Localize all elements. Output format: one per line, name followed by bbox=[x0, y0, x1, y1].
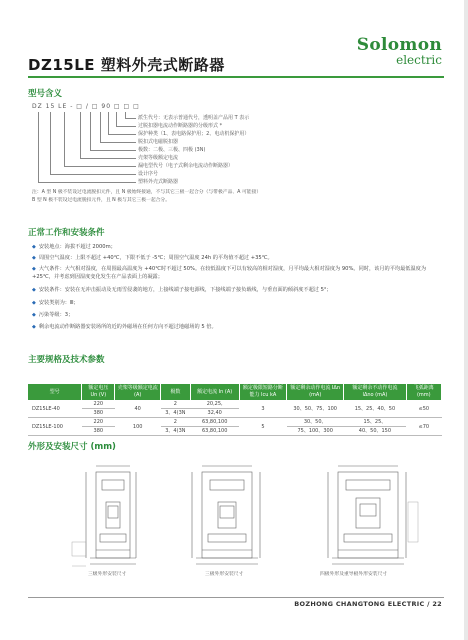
cell-idno: 15、25、 bbox=[344, 418, 406, 427]
drawing-caption: 四极外形及重导板外形安装尺寸 bbox=[320, 572, 388, 577]
col-header: 额定剩余动作电流 IΔn (mA) bbox=[287, 384, 344, 400]
cell-current: 20,25, bbox=[190, 400, 239, 409]
cell-voltage: 220 bbox=[82, 400, 115, 409]
col-header: 飞弧距离 (mm) bbox=[406, 384, 441, 400]
legend-item: 保护种类（1、表电路保护用；2、电动机保护用） bbox=[138, 131, 250, 137]
legend-item: 极数：二极、三极、四极 (3N) bbox=[138, 147, 206, 153]
cell-idno: 40、50、150 bbox=[344, 427, 406, 436]
cell-poles: 2 bbox=[161, 418, 191, 427]
section-specs: 主要规格及技术参数 bbox=[28, 355, 105, 365]
condition-item: ◆ 安装类别为：Ⅲ； bbox=[32, 300, 79, 306]
bullet-icon: ◆ bbox=[32, 266, 36, 272]
cell-model: DZ15LE-40 bbox=[28, 400, 82, 418]
page-edge bbox=[464, 0, 468, 640]
dimension-drawing-4pole bbox=[312, 462, 422, 572]
legend-bracket bbox=[38, 112, 136, 183]
cell-arc: ≤50 bbox=[406, 400, 441, 418]
condition-item: ◆ 大气条件：大气相对湿度，在周围最高温度为 +40℃时不超过 50%。在较低温度下可以有较高的相对湿度，月平均最大相对湿度为 90%。同时，该月的平均最低温度为 +25℃，并考虑到因湿度变化发生在产品表面上的凝露； bbox=[32, 266, 427, 280]
cell-idn: 30、50、75、100 bbox=[287, 400, 344, 418]
footer-rule bbox=[28, 597, 444, 598]
condition-item: ◆ 剩余电流动作断路器安装场所的近的外磁场在任何方向不超过地磁场的 5 倍。 bbox=[32, 324, 217, 330]
section-dims: 外形及安装尺寸 (mm) bbox=[28, 442, 116, 452]
cell-voltage: 220 bbox=[82, 418, 115, 427]
cell-frame: 40 bbox=[115, 400, 161, 418]
col-header: 额定极限短路分断能力 Icu kA bbox=[239, 384, 286, 400]
bullet-icon: ◆ bbox=[32, 312, 36, 318]
cell-arc: ≤70 bbox=[406, 418, 441, 436]
bullet-icon: ◆ bbox=[32, 255, 36, 261]
cell-idno: 15、25、40、50 bbox=[344, 400, 406, 418]
section-model: 型号含义 bbox=[28, 89, 63, 99]
drawing-caption: 三极外形安装尺寸 bbox=[205, 572, 244, 577]
legend-item: 设计序号 bbox=[138, 171, 159, 177]
condition-item: ◆ 周围空气温度：上限不超过 +40℃，下限不低于 -5℃；周围空气温度 24h 的平均值不超过 +35℃。 bbox=[32, 255, 273, 261]
dimension-drawing-2pole bbox=[66, 462, 166, 572]
bullet-icon: ◆ bbox=[32, 324, 36, 330]
brand-logo bbox=[357, 36, 442, 67]
table-row bbox=[28, 400, 442, 409]
note-line: B 型 N 极不装设过电流脱扣元件，且 N 极与其它三极一起合分。 bbox=[32, 198, 171, 203]
cell-current: 63,80,100 bbox=[190, 427, 239, 436]
condition-item: ◆ 安装条件：安装在无冲击振动及无雨雪侵袭的地方，上接线端子接电源线，下接线端子接负载线，与垂直面的倾斜度不超过 5°； bbox=[32, 287, 332, 293]
cell-model: DZ15LE-100 bbox=[28, 418, 82, 436]
drawing-caption: 三级外形安装尺寸 bbox=[88, 572, 127, 577]
table-header-row bbox=[28, 384, 442, 400]
note-line: 注：A 型 N 极不装设过电流脱扣元件，且 N 极始终接通，不与其它三极一起合分（与带极产品、A 可能接） bbox=[32, 190, 262, 195]
cell-poles: 3、4(3N bbox=[161, 409, 191, 418]
legend-item: 壳架等级额定电流 bbox=[138, 155, 179, 161]
cell-icu: 3 bbox=[239, 400, 286, 418]
cell-icu: 5 bbox=[239, 418, 286, 436]
table-row bbox=[28, 427, 442, 436]
col-header: 壳架等级额定电流 (A) bbox=[115, 384, 161, 400]
bullet-icon: ◆ bbox=[32, 244, 36, 250]
section-conditions: 正常工作和安装条件 bbox=[28, 228, 105, 238]
cell-voltage: 380 bbox=[82, 409, 115, 418]
cell-poles: 2 bbox=[161, 400, 191, 409]
legend-item: 派生代号：无表示普通代号，透明盖产品用 T 表示 bbox=[138, 115, 250, 121]
legend-item: 塑料外壳式断路器 bbox=[138, 179, 179, 185]
condition-item: ◆ 污染等级：3； bbox=[32, 312, 74, 318]
cell-frame: 100 bbox=[115, 418, 161, 436]
col-header: 型号 bbox=[28, 384, 82, 400]
brand-sub: electric bbox=[396, 53, 442, 67]
col-header: 额定电压 Un (V) bbox=[82, 384, 115, 400]
cell-voltage: 380 bbox=[82, 427, 115, 436]
cell-idn: 30、50、 bbox=[287, 418, 344, 427]
model-code: DZ 15 LE - □ / □ 90 □ □ □ bbox=[32, 103, 140, 110]
spec-table bbox=[28, 384, 442, 436]
title-rule bbox=[28, 76, 444, 78]
bullet-icon: ◆ bbox=[32, 287, 36, 293]
condition-item: ◆ 安装地点：海拔不超过 2000m； bbox=[32, 244, 116, 250]
cell-current: 32,40 bbox=[190, 409, 239, 418]
dimension-drawing-3pole bbox=[180, 462, 280, 572]
col-header: 额定电流 In (A) bbox=[190, 384, 239, 400]
cell-idn: 75、100、300 bbox=[287, 427, 344, 436]
legend-item: 漏电型代号（电子式剩余电流动作断路器） bbox=[138, 163, 234, 169]
cell-current: 63,80,100 bbox=[190, 418, 239, 427]
brand-name: Solomon bbox=[356, 35, 442, 55]
bullet-icon: ◆ bbox=[32, 300, 36, 306]
page-footer: BOZHONG CHANGTONG ELECTRIC / 22 bbox=[294, 600, 442, 608]
legend-item: 脱扣式电磁脱扣器 bbox=[138, 139, 179, 145]
cell-poles: 3、4(3N bbox=[161, 427, 191, 436]
table-row bbox=[28, 418, 442, 427]
page-title: DZ15LE 塑料外壳式断路器 bbox=[28, 56, 225, 74]
col-header: 极数 bbox=[161, 384, 191, 400]
col-header: 额定剩余不动作电流 IΔno (mA) bbox=[344, 384, 406, 400]
legend-item: 过脱扣器电流动作断路器的分级形式 * bbox=[138, 123, 223, 129]
